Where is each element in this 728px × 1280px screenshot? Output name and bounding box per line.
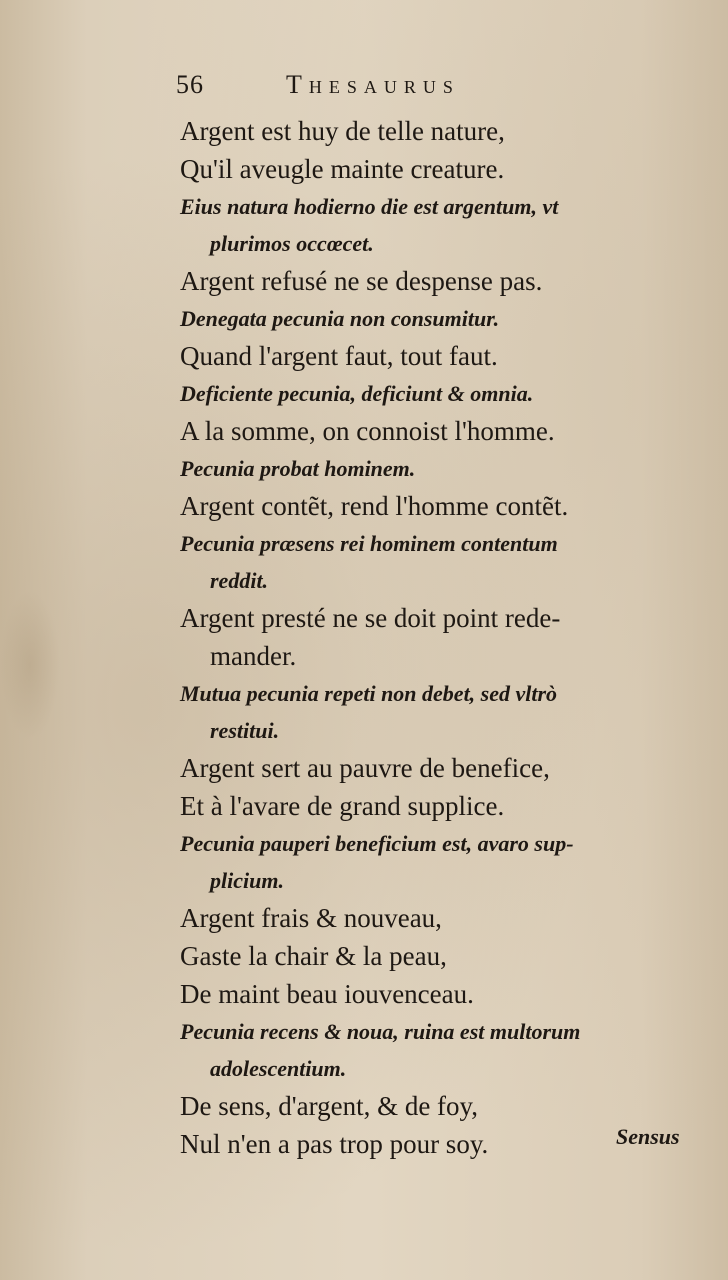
catchword: Sensus <box>616 1124 680 1149</box>
latin-line: Eius natura hodierno die est argentum, vt <box>180 194 559 219</box>
proverb-line: Argent frais & nouveau, <box>180 903 442 933</box>
proverb-line: Et à l'avare de grand supplice. <box>180 791 505 821</box>
proverb-line: Argent presté ne se doit point rede- <box>180 603 561 633</box>
latin-line: Deficiente pecunia, deficiunt & omnia. <box>180 381 534 406</box>
proverb-line: A la somme, on connoist l'homme. <box>180 416 555 446</box>
proverb-line: mander. <box>210 641 297 671</box>
latin-line: plurimos occœcet. <box>210 231 374 256</box>
proverb-line: Quand l'argent faut, tout faut. <box>180 341 498 371</box>
page-text <box>180 112 700 1163</box>
latin-line: Pecunia præsens rei hominem contentum <box>180 531 558 556</box>
latin-line: Pecunia pauperi beneficium est, avaro sup- <box>180 831 574 856</box>
proverb-line: Argent refusé ne se despense pas. <box>180 266 543 296</box>
proverb-line: De maint beau iouvenceau. <box>180 979 474 1009</box>
running-title: Thesaurus <box>286 70 460 99</box>
proverb-line: De sens, d'argent, & de foy, <box>180 1091 479 1121</box>
latin-line: Pecunia recens & noua, ruina est multorum <box>180 1019 581 1044</box>
proverb-line: Argent sert au pauvre de benefice, <box>180 753 550 783</box>
latin-line: adolescentium. <box>210 1056 347 1081</box>
proverb-line: Nul n'en a pas trop pour soy. <box>180 1129 489 1159</box>
latin-line: reddit. <box>210 568 269 593</box>
latin-line: Denegata pecunia non consumitur. <box>180 306 500 331</box>
proverb-line: Argent est huy de telle nature, <box>180 116 505 146</box>
latin-line: plicium. <box>210 868 284 893</box>
paper-stain <box>0 590 60 740</box>
latin-line: Mutua pecunia repeti non debet, sed vltrò <box>180 681 558 706</box>
latin-line: restitui. <box>210 718 280 743</box>
proverb-line: Argent contẽt, rend l'homme contẽt. <box>180 491 569 521</box>
page-number: 56 <box>176 70 204 99</box>
proverb-line: Qu'il aveugle mainte creature. <box>180 154 505 184</box>
proverb-line: Gaste la chair & la peau, <box>180 941 447 971</box>
latin-line: Pecunia probat hominem. <box>180 456 416 481</box>
